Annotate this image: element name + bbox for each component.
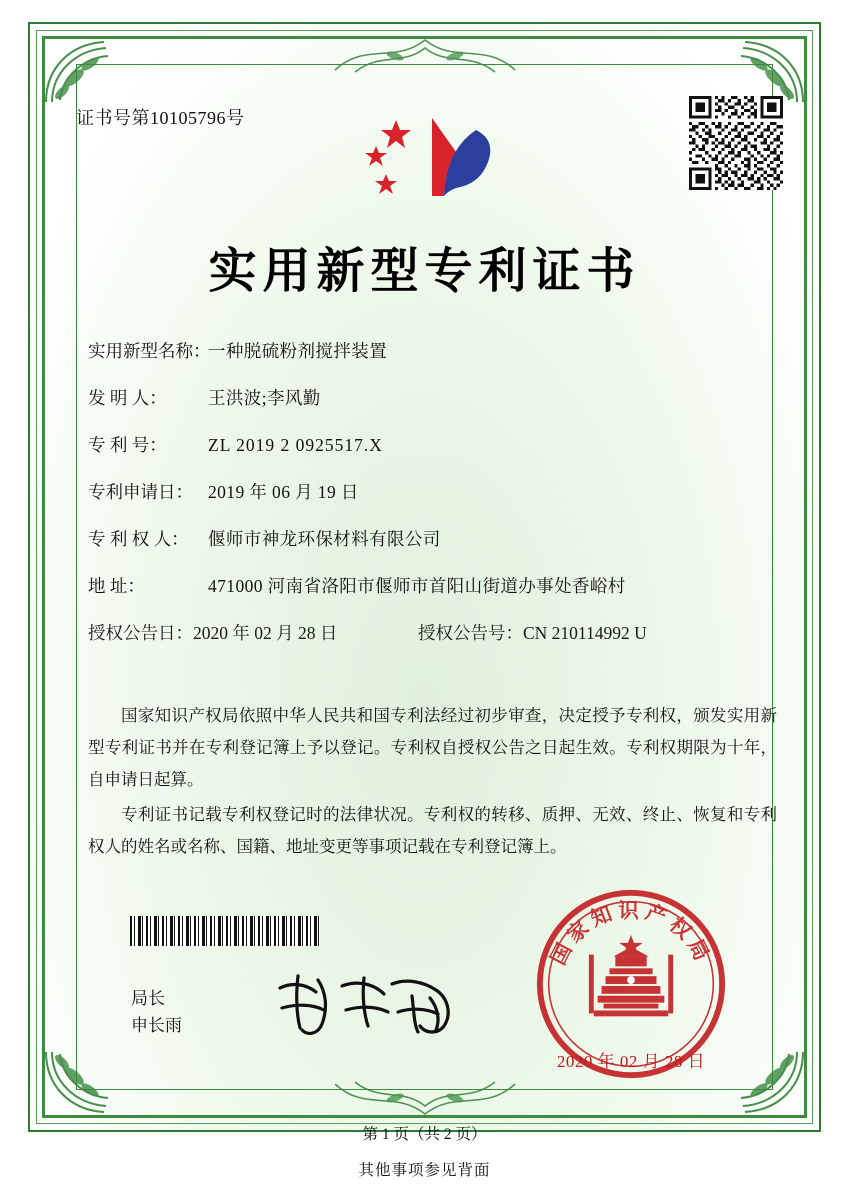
handwritten-signature-icon — [272, 968, 472, 1042]
field-value: 偃师市神龙环保材料有限公司 — [208, 529, 441, 549]
field-value: 2019 年 06 月 19 日 — [208, 482, 359, 502]
field-patentee — [88, 526, 779, 551]
footnote: 其他事项参见背面 — [358, 1162, 491, 1179]
svg-text:国家知识产权局: 国家知识产权局 — [547, 900, 715, 969]
field-label: 专利申请日： — [88, 482, 193, 502]
field-inventor — [88, 385, 779, 410]
seal-date: 2020 年 02 月 28 日 — [556, 1052, 706, 1071]
grant-date — [88, 620, 418, 645]
field-patent-number — [88, 432, 779, 457]
field-value: 471000 河南省洛阳市偃师市首阳山街道办事处香峪村 — [208, 576, 626, 596]
grant-date-label: 授权公告日： — [88, 623, 193, 643]
field-value: 一种脱硫粉剂搅拌装置 — [208, 341, 387, 361]
signature-block — [131, 985, 182, 1039]
grant-number-label: 授权公告号： — [418, 623, 523, 643]
field-list — [88, 338, 779, 663]
field-label: 地 址： — [88, 576, 145, 596]
certificate-number: 证书号第10105796号 — [76, 108, 245, 128]
barcode — [130, 916, 320, 946]
field-label: 实用新型名称： — [88, 341, 211, 361]
field-utility-model-name — [88, 338, 779, 363]
grant-number-value: CN 210114992 U — [523, 623, 647, 643]
qr-code-icon — [689, 96, 783, 190]
grant-number — [418, 620, 779, 645]
grant-date-value: 2020 年 02 月 28 日 — [193, 623, 338, 643]
paragraph-2: 专利证书记载专利权登记时的法律状况。专利权的转移、质押、无效、终止、恢复和专利权人的姓名或名称、国籍、地址变更等事项记载在专利登记簿上。 — [88, 804, 777, 856]
legal-text — [88, 700, 777, 865]
grant-row — [88, 620, 779, 645]
field-value: ZL 2019 2 0925517.X — [208, 435, 383, 455]
field-value: 王洪波;李风勤 — [208, 388, 321, 408]
cnipa-logo-icon — [360, 96, 510, 206]
page-number: 第 1 页（共 2 页） — [362, 1126, 487, 1143]
director-title: 局长 — [131, 989, 165, 1008]
field-label: 发 明 人： — [88, 388, 167, 408]
field-address — [88, 573, 779, 598]
field-label: 专 利 号： — [88, 435, 167, 455]
paragraph-1: 国家知识产权局依照中华人民共和国专利法经过初步审查，决定授予专利权，颁发实用新型专利证书并在专利登记簿上予以登记。专利权自授权公告之日起生效。专利权期限为十年，自申请日起算。 — [88, 706, 777, 790]
field-label: 专 利 权 人： — [88, 529, 189, 549]
field-application-date — [88, 479, 779, 504]
page-title: 实用新型专利证书 — [208, 245, 641, 298]
director-name: 申长雨 — [131, 1016, 182, 1036]
